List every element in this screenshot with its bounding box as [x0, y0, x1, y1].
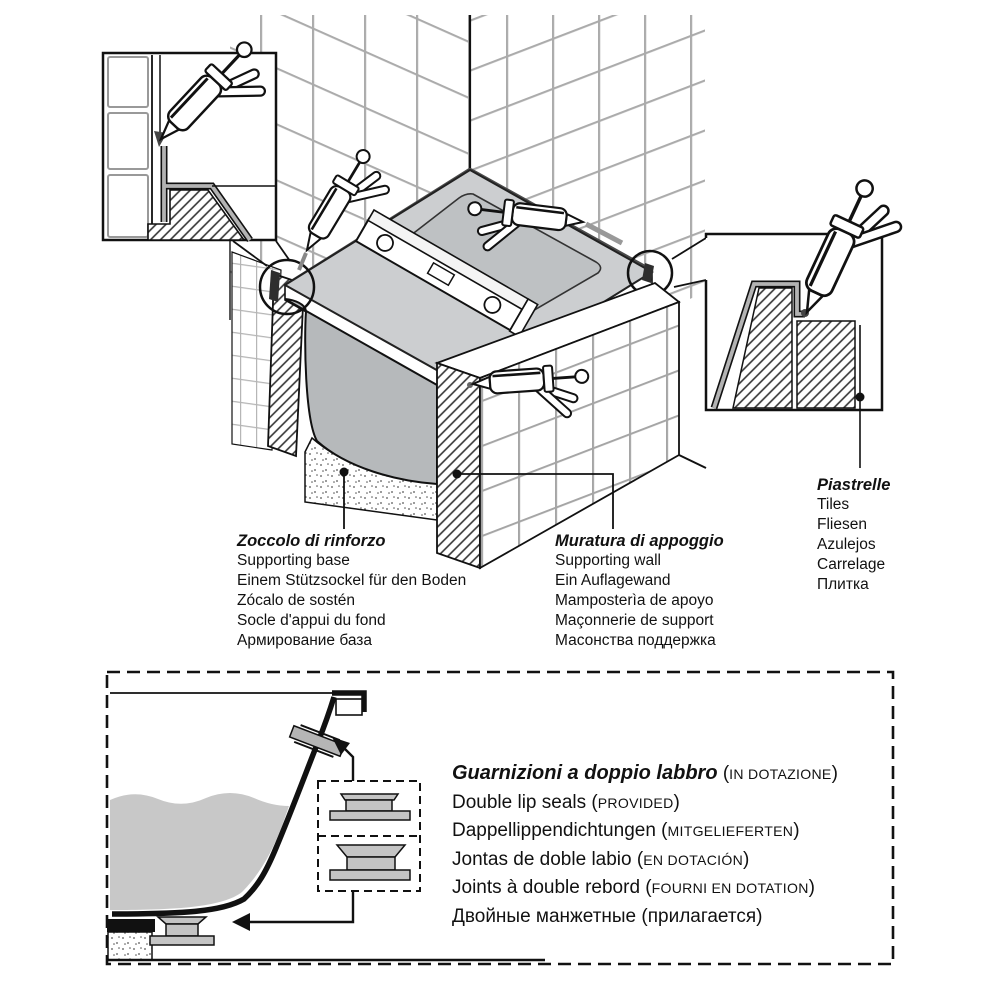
callout-line: Supporting wall — [555, 552, 661, 569]
callout-line: Socle d'appui du fond — [237, 612, 386, 629]
seal-text-row: Jontas de doble labio ( EN DOTACIÓN ) — [452, 846, 838, 875]
tiles-dot — [856, 393, 865, 402]
water — [110, 793, 289, 910]
arrow-to-bottom-seal — [232, 891, 353, 931]
callout-line: Плитка — [817, 576, 869, 593]
detail-box-right — [706, 174, 915, 468]
floor-edge — [679, 455, 706, 468]
wall-masonry-hatch-right — [797, 321, 855, 408]
callout-line: Maçonnerie de support — [555, 612, 714, 629]
callout-line: Масонства поддержка — [555, 632, 716, 649]
callout-line: Zócalo de sostén — [237, 592, 356, 609]
callout-tiles — [817, 475, 890, 595]
supporting-wall-dot — [453, 470, 462, 479]
callout-title: Zoccolo di rinforzo — [237, 532, 386, 550]
seal-text-row: Двойные манжетные ( прилагается ) — [452, 903, 838, 931]
callout-line: Mamposterìa de apoyo — [555, 592, 714, 609]
callout-line: Azulejos — [817, 536, 876, 553]
seals-text-block — [452, 760, 838, 930]
callout-line: Supporting base — [237, 552, 350, 569]
callout-supporting-wall — [555, 531, 724, 651]
callout-title: Muratura di appoggio — [555, 532, 724, 550]
seal-text-row: Double lip seals ( PROVIDED ) — [452, 789, 838, 818]
callout-title: Piastrelle — [817, 476, 891, 494]
base-stipple-section — [108, 932, 152, 960]
ledge-black-bar — [107, 919, 155, 932]
seal-text-row: Guarnizioni a doppio labbro ( IN DOTAZIONE ) — [452, 760, 838, 789]
lip-seal-under-tub — [150, 917, 214, 945]
callout-line: Einem Stützsockel für den Boden — [237, 572, 467, 589]
callout-line: Carrelage — [817, 556, 886, 573]
seal-text-row: Dappellippendichtungen ( MITGELIEFERTEN ) — [452, 817, 838, 846]
callout-line: Армирование база — [237, 632, 373, 649]
supporting-base-dot — [340, 468, 349, 477]
callout-line: Ein Auflagewand — [555, 572, 671, 589]
seal-profiles-box — [318, 781, 420, 891]
callout-line: Tiles — [817, 496, 850, 513]
seal-text-row: Joints à double rebord ( FOURNI EN DOTATION ) — [452, 874, 838, 903]
callout-supporting-base — [237, 531, 466, 651]
detail-box-left — [103, 34, 283, 240]
callout-line: Fliesen — [817, 516, 867, 533]
